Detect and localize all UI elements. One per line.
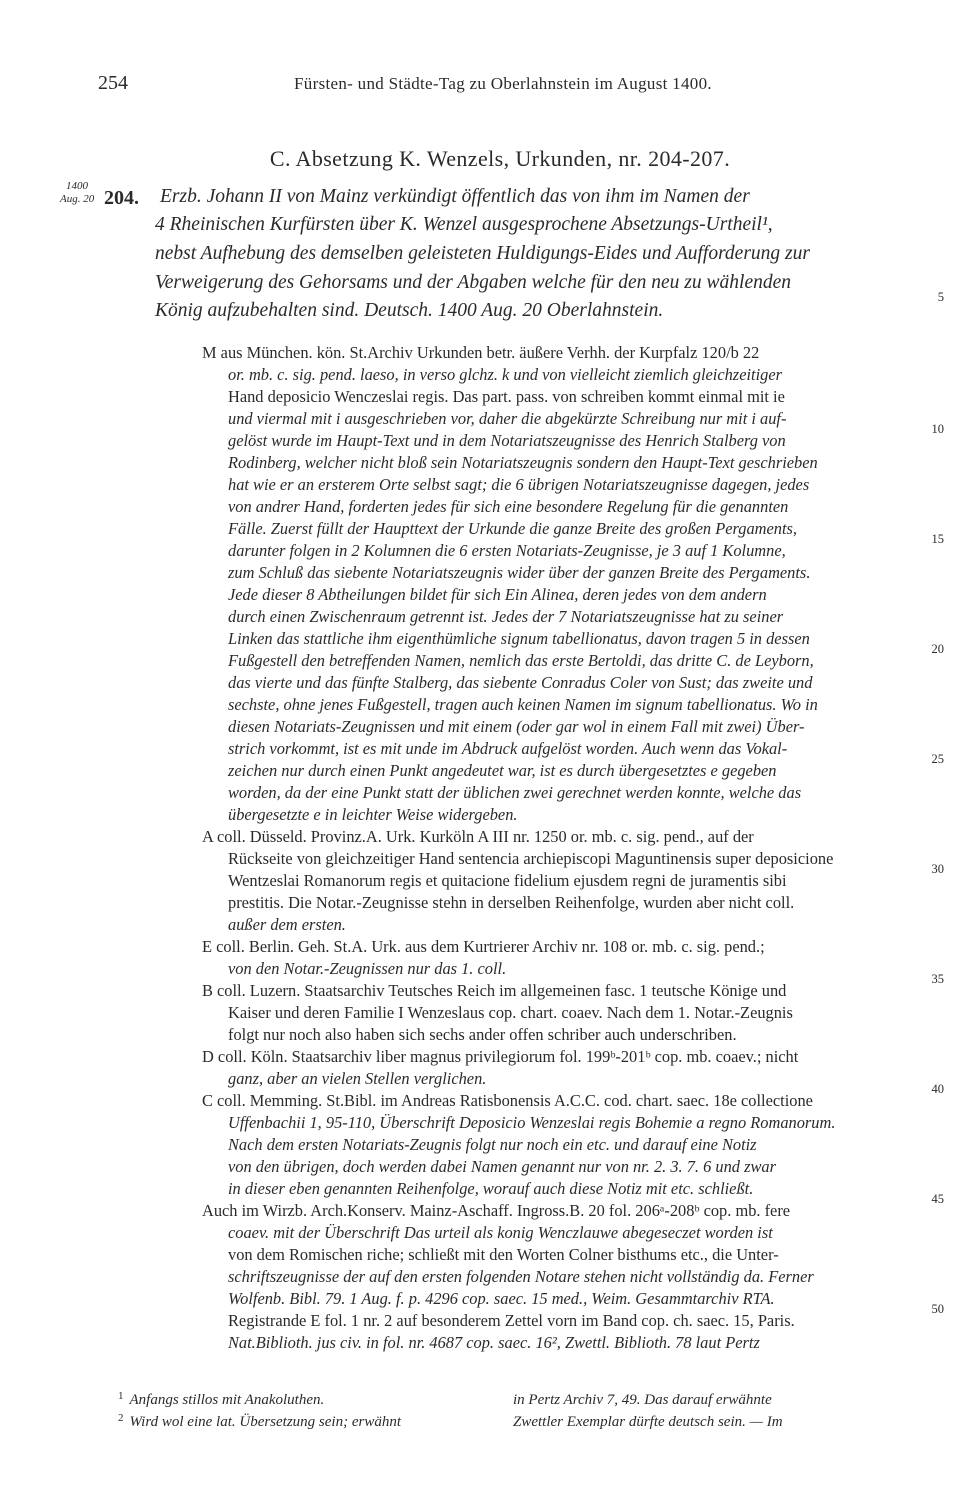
apparatus-line: worden, da der eine Punkt statt der üblichen zwei gerechnet werden konnte, welche das bbox=[228, 783, 802, 802]
apparatus-line: schriftszeugnisse der auf den ersten folgenden Notare stehen nicht vollständig da. Ferner bbox=[228, 1267, 814, 1286]
apparatus-line: von den übrigen, doch werden dabei Namen genannt nur von nr. 2. 3. 7. 6 und zwar bbox=[228, 1157, 776, 1176]
footnote-text: Wird wol eine lat. Übersetzung sein; erwähnt bbox=[129, 1414, 402, 1430]
apparatus-line: das vierte und das fünfte Stalberg, das siebente Conradus Coler von Sust; das zweite und bbox=[228, 673, 813, 692]
footnote-1 bbox=[118, 1392, 324, 1409]
line-number: 25 bbox=[931, 752, 944, 766]
apparatus-line: von dem Romischen riche; schließt mit den Worten Colner bisthums etc., die Unter- bbox=[228, 1245, 779, 1264]
apparatus-line: darunter folgen in 2 Kolumnen die 6 ersten Notariats-Zeugnisse, je 3 auf 1 Kolumne, bbox=[228, 541, 786, 560]
apparatus-line: Wolfenb. Bibl. 79. 1 Aug. f. p. 4296 cop. saec. 15 med., Weim. Gesammtarchiv RTA. bbox=[228, 1289, 775, 1308]
line-number: 35 bbox=[931, 972, 944, 986]
line-number: 20 bbox=[931, 642, 944, 656]
footnote-mark: 2 bbox=[118, 1412, 124, 1424]
apparatus-line: Wentzeslai Romanorum regis et quitacione fidelium ejusdem regni de juramentis sibi bbox=[228, 871, 787, 890]
apparatus-line: ganz, aber an vielen Stellen verglichen. bbox=[228, 1069, 487, 1088]
line-number: 10 bbox=[931, 422, 944, 436]
apparatus-line: durch einen Zwischenraum getrennt ist. Jedes der 7 Notariatszeugnisse hat zu seiner bbox=[228, 607, 784, 626]
apparatus-line: Nat.Biblioth. jus civ. in fol. nr. 4687 cop. saec. 16², Zwettl. Biblioth. 78 laut Pertz bbox=[228, 1333, 760, 1352]
document-number: 204. bbox=[104, 187, 139, 209]
apparatus-line: prestitis. Die Notar.-Zeugnisse stehn in derselben Reihenfolge, wurden aber nicht coll. bbox=[228, 893, 795, 912]
apparatus-line: B coll. Luzern. Staatsarchiv Teutsches Reich im allgemeinen fasc. 1 teutsche Könige und bbox=[202, 981, 787, 1000]
apparatus-line: gelöst wurde im Haupt-Text und in dem Notariatszeugnisse des Henrich Stalberg von bbox=[228, 431, 786, 450]
apparatus-line: zeichen nur durch einen Punkt angedeutet war, ist es durch übergesetztes e gegeben bbox=[228, 761, 777, 780]
running-title: Fürsten- und Städte-Tag zu Oberlahnstein im August 1400. bbox=[294, 74, 712, 93]
page-number: 254 bbox=[98, 72, 128, 94]
apparatus-line: zum Schluß das siebente Notariatszeugnis wider über der ganzen Breite des Pergaments. bbox=[228, 563, 811, 582]
regest-line: König aufzubehalten sind. Deutsch. 1400 Aug. 20 Oberlahnstein. bbox=[155, 300, 664, 321]
margin-date bbox=[60, 180, 94, 206]
regest-line: nebst Aufhebung des demselben geleisteten Huldigungs-Eides und Aufforderung zur bbox=[155, 243, 810, 264]
line-number: 45 bbox=[931, 1192, 944, 1206]
footnote-mark: 1 bbox=[118, 1390, 124, 1402]
line-number: 30 bbox=[931, 862, 944, 876]
apparatus-line: übergesetzte e in leichter Weise widergeben. bbox=[228, 805, 518, 824]
apparatus-line: von andrer Hand, forderten jedes für sich eine besondere Regelung für die genannten bbox=[228, 497, 789, 516]
regest-line: 4 Rheinischen Kurfürsten über K. Wenzel ausgesprochene Absetzungs-Urtheil¹, bbox=[155, 214, 773, 235]
footnote-1-continued: in Pertz Archiv 7, 49. Das darauf erwähnte bbox=[513, 1392, 772, 1408]
apparatus-line: Hand deposicio Wenczeslai regis. Das part. pass. von schreiben kommt einmal mit ie bbox=[228, 387, 785, 406]
line-number: 5 bbox=[937, 290, 944, 304]
margin-date-day: Aug. 20 bbox=[60, 193, 95, 205]
footnote-text: Anfangs stillos mit Anakoluthen. bbox=[129, 1392, 325, 1408]
margin-date-year: 1400 bbox=[66, 180, 88, 192]
apparatus-line: coaev. mit der Überschrift Das urteil als konig Wenczlauwe abegeseczet worden ist bbox=[228, 1223, 773, 1242]
regest-line: Erzb. Johann II von Mainz verkündigt öffentlich das von ihm im Namen der bbox=[160, 186, 750, 207]
apparatus-line: Fußgestell den betreffenden Namen, nemlich das erste Bertoldi, das dritte C. de Leyborn, bbox=[228, 651, 814, 670]
apparatus-line: in dieser eben genannten Reihenfolge, worauf auch diese Notiz mit etc. schließt. bbox=[228, 1179, 754, 1198]
apparatus-line: Auch im Wirzb. Arch.Konserv. Mainz-Aschaff. Ingross.B. 20 fol. 206ᵃ-208ᵇ cop. mb. fere bbox=[202, 1201, 791, 1220]
apparatus-line: Fälle. Zuerst füllt der Haupttext der Urkunde die ganze Breite des großen Pergaments, bbox=[228, 519, 798, 538]
apparatus-line: M aus München. kön. St.Archiv Urkunden betr. äußere Verhh. der Kurpfalz 120/b 22 bbox=[202, 343, 760, 362]
apparatus-line: Jede dieser 8 Abtheilungen bildet für sich Ein Alinea, deren jedes von dem andern bbox=[228, 585, 767, 604]
apparatus-line: D coll. Köln. Staatsarchiv liber magnus privilegiorum fol. 199ᵇ-201ᵇ cop. mb. coaev.; nicht bbox=[202, 1047, 799, 1066]
apparatus-line: Uffenbachii 1, 95-110, Überschrift Deposicio Wenzeslai regis Bohemie a regno Romanorum. bbox=[228, 1113, 836, 1132]
apparatus-line: und viermal mit i ausgeschrieben vor, daher die abgekürzte Schreibung nur mit i auf- bbox=[228, 409, 787, 428]
apparatus-line: strich vorkommt, ist es mit unde im Abdruck aufgelöst worden. Auch wenn das Vokal- bbox=[228, 739, 788, 758]
apparatus-line: Rückseite von gleichzeitiger Hand sentencia archiepiscopi Maguntinensis super deposicione bbox=[228, 849, 834, 868]
apparatus-line: diesen Notariats-Zeugnissen und mit einem (oder gar wol in einem Fall mit zwei) Über- bbox=[228, 717, 805, 736]
apparatus-line: außer dem ersten. bbox=[228, 915, 346, 934]
apparatus-line: Kaiser und deren Familie I Wenzeslaus cop. chart. coaev. Nach dem 1. Notar.-Zeugnis bbox=[228, 1003, 793, 1022]
apparatus-line: or. mb. c. sig. pend. laeso, in verso glchz. k und von vielleicht ziemlich gleichzeitiger bbox=[228, 365, 782, 384]
regest-line: Verweigerung des Gehorsams und der Abgaben welche für den neu zu wählenden bbox=[155, 272, 792, 293]
apparatus-line: E coll. Berlin. Geh. St.A. Urk. aus dem Kurtrierer Archiv nr. 108 or. mb. c. sig. pend.; bbox=[202, 937, 765, 956]
section-heading: C. Absetzung K. Wenzels, Urkunden, nr. 204-207. bbox=[269, 146, 731, 171]
apparatus-line: hat wie er an ersterem Orte selbst sagt; die 6 übrigen Notariatszeugnisse dagegen, jedes bbox=[228, 475, 810, 494]
apparatus-line: A coll. Düsseld. Provinz.A. Urk. Kurköln A III nr. 1250 or. mb. c. sig. pend., auf der bbox=[202, 827, 754, 846]
apparatus-line: Nach dem ersten Notariats-Zeugnis folgt nur noch ein etc. und darauf eine Notiz bbox=[228, 1135, 757, 1154]
apparatus-line: Rodinberg, welcher nicht bloß sein Notariatszeugnis sondern den Haupt-Text geschrieben bbox=[228, 453, 818, 472]
footnote-2 bbox=[118, 1414, 401, 1431]
apparatus-line: folgt nur noch also haben sich sechs ander offen schriber auch underschriben. bbox=[228, 1025, 737, 1044]
apparatus-line: Registrande E fol. 1 nr. 2 auf besonderem Zettel vorn im Band cop. ch. saec. 15, Paris. bbox=[228, 1311, 795, 1330]
footnote-2-continued: Zwettler Exemplar dürfte deutsch sein. — Im bbox=[513, 1414, 783, 1430]
apparatus-line: sechste, ohne jenes Fußgestell, tragen auch keinen Namen im signum tabellionatus. Wo in bbox=[228, 695, 818, 714]
line-number: 15 bbox=[931, 532, 944, 546]
line-number: 50 bbox=[931, 1302, 944, 1316]
line-number: 40 bbox=[931, 1082, 944, 1096]
running-head bbox=[0, 72, 960, 100]
apparatus-line: Linken das stattliche ihm eigenthümliche signum tabellionatus, davon tragen 5 in dessen bbox=[228, 629, 810, 648]
apparatus-line: von den Notar.-Zeugnissen nur das 1. coll. bbox=[228, 959, 507, 978]
apparatus-line: C coll. Memming. St.Bibl. im Andreas Ratisbonensis A.C.C. cod. chart. saec. 18e collectione bbox=[202, 1091, 813, 1110]
